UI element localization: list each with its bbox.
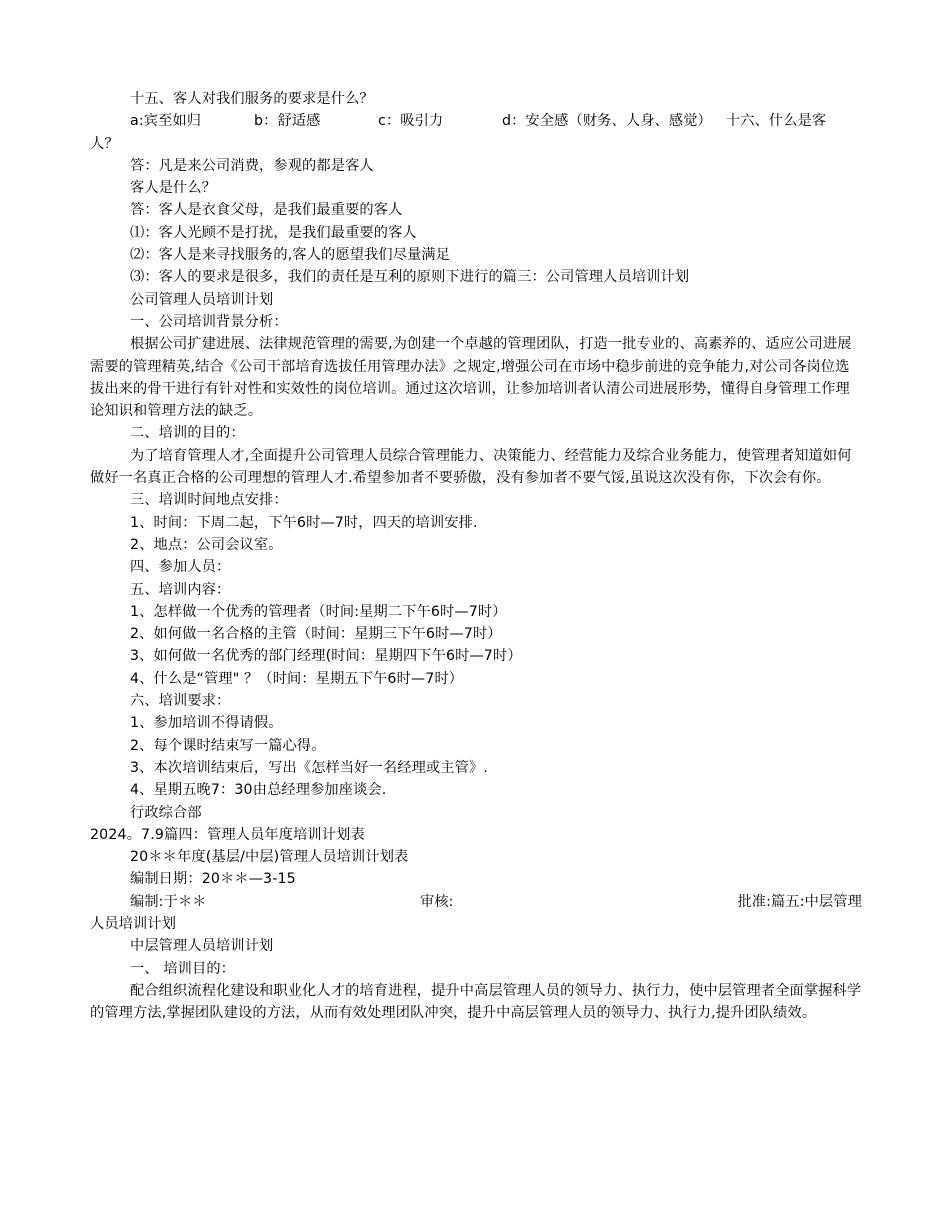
question-15: 十五、客人对我们服务的要求是什么？ — [130, 91, 374, 107]
list-item: 2、如何做一名合格的主管（时间：星期三下午6时—7时） — [130, 626, 502, 643]
approval-row — [90, 891, 862, 913]
list-item: ⑵：客人是来寻找服务的,客人的愿望我们尽量满足 — [130, 247, 451, 264]
table-title: 20＊＊年度(基层/中层)管理人员培训计划表 — [130, 849, 409, 866]
list-item: 2、每个课时结束写一篇心得。 — [130, 737, 326, 754]
option-a: a:宾至如归 — [130, 113, 202, 130]
question-line: 客人是什么？ — [130, 180, 217, 197]
list-item: 1、参加培训不得请假。 — [130, 715, 283, 732]
list-item: 4、什么是“管理" ？（时间：星期五下午6时—7时） — [130, 670, 464, 687]
section-heading: 三、培训时间地点安排： — [130, 492, 288, 509]
list-item: 3、如何做一名优秀的部门经理(时间：星期四下午6时—7时） — [130, 648, 522, 665]
section-heading: 一、 培训目的： — [130, 960, 236, 977]
list-item: 3、本次培训结束后，写出《怎样当好一名经理或主管》. — [130, 759, 488, 776]
list-item: ⑶：客人的要求是很多，我们的责任是互利的原则下进行的篇三：公司管理人员培训计划 — [130, 269, 690, 286]
answer-line: 答：凡是来公司消费，参观的都是客人 — [130, 157, 374, 174]
answer-line: 答：客人是衣食父母，是我们最重要的客人 — [130, 202, 403, 219]
list-item: 1、怎样做一个优秀的管理者（时间:星期二下午6时—7时） — [130, 603, 507, 620]
reviewer-field: 审核: — [420, 893, 454, 910]
option-b: b：舒适感 — [254, 113, 321, 130]
section-title-end: 人员培训计划 — [90, 915, 177, 932]
list-item: 4、星期五晚7：30由总经理参加座谈会. — [130, 782, 387, 799]
list-item: 2、地点：公司会议室。 — [130, 536, 283, 553]
list-item: 1、时间：下周二起，下午6时—7时，四天的培训安排. — [130, 514, 478, 531]
question-16-end: 人？ — [90, 135, 119, 152]
section-heading: 四、参加人员： — [130, 559, 231, 576]
compile-date: 编制日期：20＊＊—3-15 — [130, 871, 296, 888]
answer-options-row — [90, 110, 862, 132]
compiler-field: 编制:于＊＊ — [130, 893, 207, 910]
question-16-start: 十六、什么是客 — [725, 113, 827, 130]
paragraph: 根据公司扩建进展、法律规范管理的需要,为创建一个卓越的管理团队，打造一批专业的、高素养的、适应公司进展需要的管理精英,结合《公司干部培育选拔任用管理办法》之规定,增强公司在市场中稳步前进的竞争能力,对公司各岗位选拔出来的骨干进行有针对性和实效性的岗位培训。通过这次培训，让参加培训者认清公司进展形势，懂得自身管理工作理论知识和管理方法的缺乏。 — [90, 336, 852, 420]
list-item: ⑴：客人光顾不是打扰，是我们最重要的客人 — [130, 224, 417, 241]
option-d: d：安全感（财务、人身、感觉） — [502, 113, 712, 130]
section-heading: 五、培训内容： — [130, 581, 231, 598]
approver-field: 批准:篇五:中层管理 — [737, 893, 862, 910]
section-title: 公司管理人员培训计划 — [130, 291, 274, 308]
section-heading: 二、培训的目的： — [130, 425, 245, 442]
signature-department: 行政综合部 — [130, 804, 202, 821]
document-page — [90, 88, 862, 1024]
section-heading: 一、公司培训背景分析： — [130, 313, 288, 330]
paragraph: 配合组织流程化建设和职业化人才的培育进程，提升中高层管理人员的领导力、执行力，使中层管理者全面掌握科学的管理方法,掌握团队建设的方法，从而有效处理团队冲突，提升中高层管理人员的领导力、执行力,提升团队绩效。 — [90, 982, 862, 1022]
section-heading: 六、培训要求： — [130, 693, 231, 710]
option-c: c：吸引力 — [378, 113, 444, 130]
paragraph: 为了培育管理人才,全面提升公司管理人员综合管理能力、决策能力、经营能力及综合业务能力，使管理者知道如何做好一名真正合格的公司理想的管理人才.希望参加者不要骄傲，没有参加者不要气馁,虽说这次没有你，下次会有你。 — [90, 447, 852, 487]
section-title: 中层管理人员培训计划 — [130, 938, 274, 955]
date-line: 2024。7.9篇四：管理人员年度培训计划表 — [90, 826, 365, 843]
